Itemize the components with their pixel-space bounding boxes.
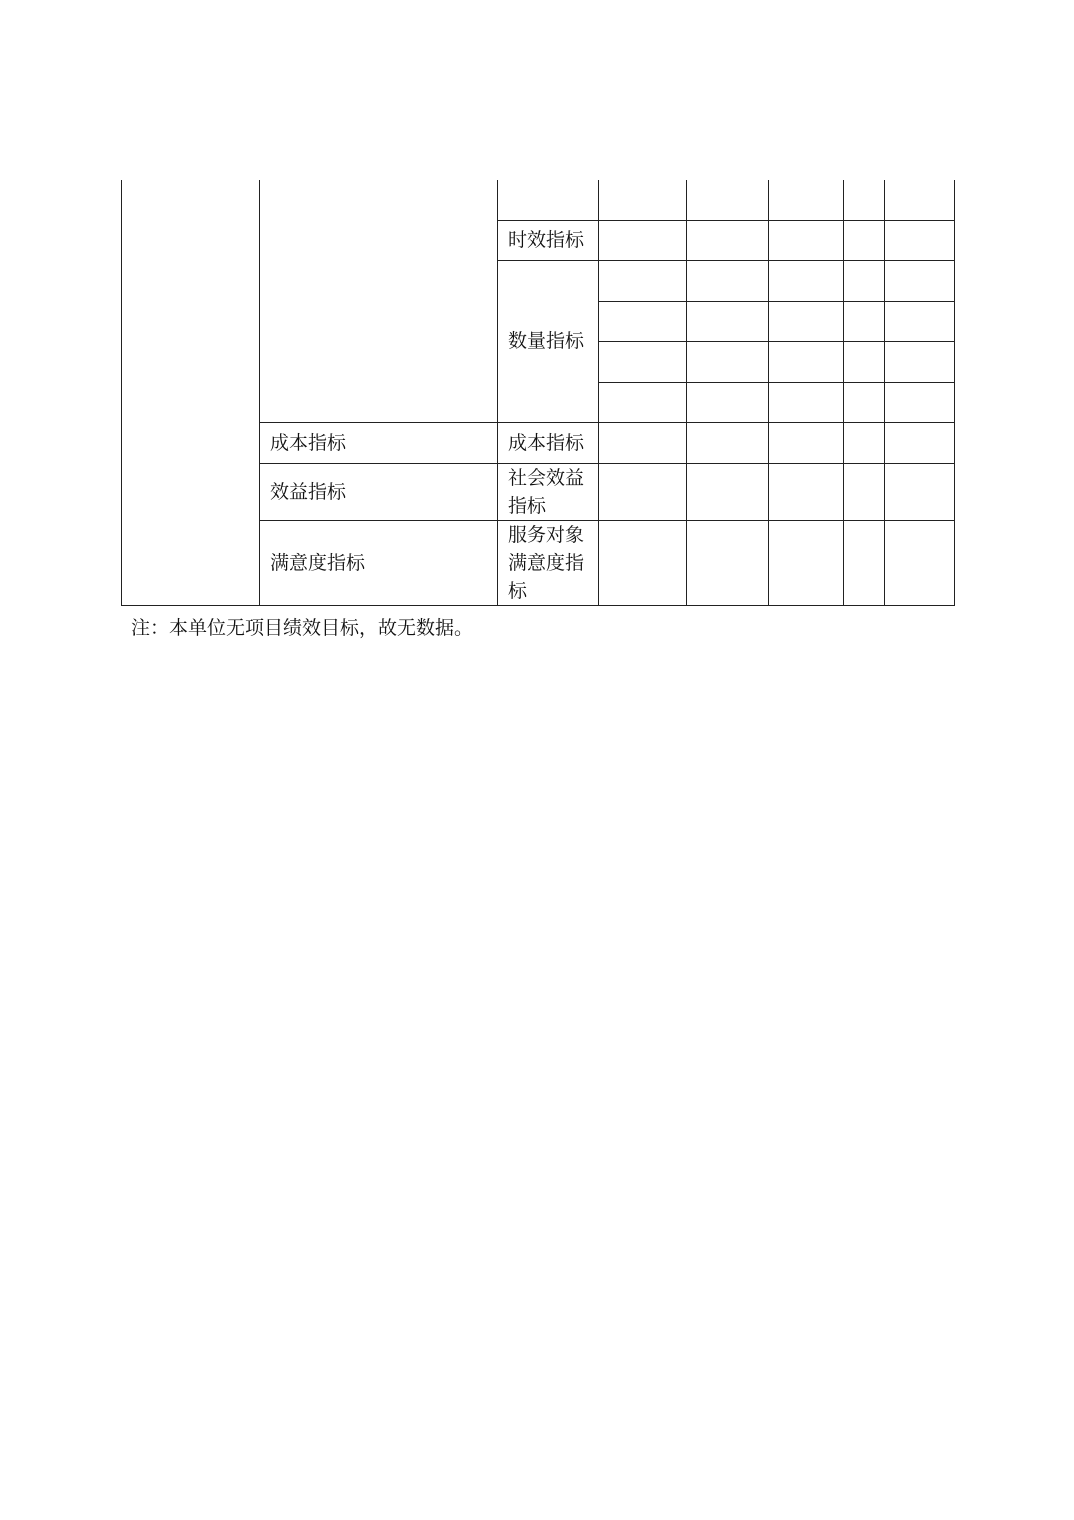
table-border-left (121, 180, 122, 606)
table-row-divider (598, 382, 955, 383)
table-col-divider (884, 180, 885, 606)
table-row-divider (598, 341, 955, 342)
table-row-divider (598, 301, 955, 302)
table-col-divider (686, 180, 687, 606)
table-col-divider (768, 180, 769, 606)
table-col-divider (497, 180, 498, 606)
table-row-divider (259, 463, 955, 464)
cost-indicator-label: 成本指标 (508, 432, 585, 454)
satisfaction-category-label: 满意度指标 (270, 552, 366, 574)
quantity-indicator-label: 数量指标 (508, 330, 585, 352)
social-benefit-indicator-label: 社会效益指标 (508, 467, 585, 517)
table-row-divider (259, 422, 955, 423)
cost-category-label: 成本指标 (270, 432, 347, 454)
table-row-divider (497, 220, 955, 221)
benefit-category-label: 效益指标 (270, 481, 347, 503)
table-col-divider (259, 180, 260, 606)
table-col-divider (598, 180, 599, 606)
table-col-divider (843, 180, 844, 606)
table-border-bottom (121, 605, 955, 606)
timeliness-indicator-label: 时效指标 (508, 229, 585, 251)
table-note: 注：本单位无项目绩效目标，故无数据。 (131, 617, 474, 639)
table-row-divider (497, 260, 955, 261)
table-row-divider (259, 520, 955, 521)
table-border-right (954, 180, 955, 606)
service-satisfaction-indicator-label: 服务对象满意度指标 (508, 524, 585, 602)
